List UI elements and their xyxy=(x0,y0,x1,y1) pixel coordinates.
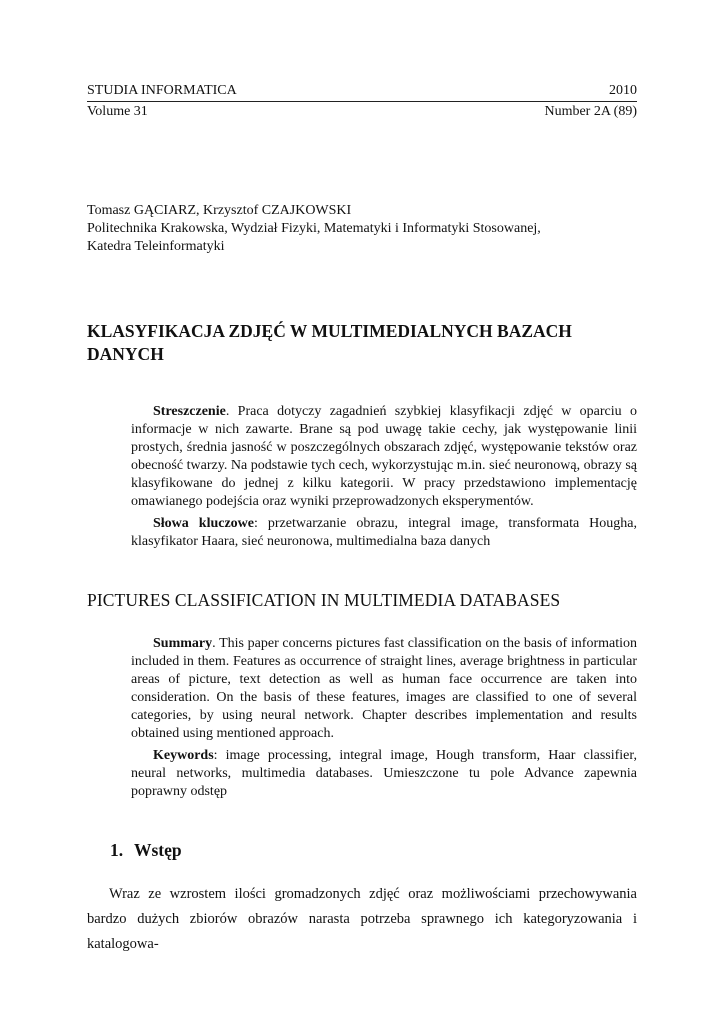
affiliation-line-1: Politechnika Krakowska, Wydział Fizyki, Matematyki i Informatyki Stosowanej, xyxy=(87,221,541,236)
journal-name: STUDIA INFORMATICA xyxy=(87,83,237,98)
abstract-en xyxy=(131,635,637,801)
paper-title-pl: KLASYFIKACJA ZDJĘĆ W MULTIMEDIALNYCH BAZACH DANYCH xyxy=(87,321,572,364)
journal-number: Number 2A (89) xyxy=(544,104,637,119)
abstract-pl xyxy=(131,403,637,551)
abstract-pl-text: . Praca dotyczy zagadnień szybkiej klasyfikacji zdjęć w oparciu o informacje w nich zawarte. Brane są pod uwagę takie cechy, jak występowanie linii prostych, średnia jasność w poszczególnych obszarach zdjęć, występowanie tekstów oraz obecność twarzy. Na podstawie tych cech, wykorzystując m.in. sieć neuronową, obrazy są klasyfikowane do jednej z kilku kategorii. W pracy przedstawiono implementację omawianego podejścia oraz wyniki przeprowadzonych eksperymentów. xyxy=(131,404,637,509)
keywords-en-label: Keywords xyxy=(153,748,214,763)
author-names: Tomasz GĄCIARZ, Krzysztof CZAJKOWSKI xyxy=(87,203,352,218)
section-number: 1. xyxy=(110,840,124,860)
affiliation-line-2: Katedra Teleinformatyki xyxy=(87,239,225,254)
abstract-en-text: . This paper concerns pictures fast classification on the basis of information included in them. Features as occurrence of straight lines, average brightness in particular areas of picture, text detection as well as human face occurrence are taken into consideration. On the basis of these features, images are classified to one of several categories, by using neural network. Chapter describes implementation and results obtained using mentioned approach. xyxy=(131,636,637,741)
paper-title-en: PICTURES CLASSIFICATION IN MULTIMEDIA DATABASES xyxy=(87,590,561,610)
running-header xyxy=(87,83,637,99)
abstract-pl-paragraph xyxy=(131,403,637,511)
journal-year: 2010 xyxy=(609,83,637,98)
body-paragraph: Wraz ze wzrostem ilości gromadzonych zdjęć oraz możliwościami przechowywania bardzo dużych zbiorów obrazów narasta potrzeba sprawnego ich kategoryzowania i katalogowa- xyxy=(87,886,637,952)
journal-volume: Volume 31 xyxy=(87,104,148,119)
keywords-en-paragraph xyxy=(131,747,637,801)
body-text xyxy=(87,882,637,957)
keywords-pl-text: : przetwarzanie obrazu, integral image, transformata Hougha, klasyfikator Haara, sieć neuronowa, multimedialna baza danych xyxy=(131,516,637,549)
header-rule xyxy=(87,101,637,102)
author-block xyxy=(87,202,647,256)
section-heading xyxy=(110,840,182,861)
section-title: Wstęp xyxy=(134,840,182,860)
abstract-en-label: Summary xyxy=(153,636,213,651)
keywords-en-text: : image processing, integral image, Hough transform, Haar classifier, neural networks, multimedia databases. Umieszczone tu pole Advance zapewnia poprawny odstęp xyxy=(131,748,637,799)
keywords-pl-paragraph xyxy=(131,515,637,551)
keywords-pl-label: Słowa kluczowe xyxy=(153,516,254,531)
abstract-pl-label: Streszczenie xyxy=(153,404,226,419)
abstract-en-paragraph xyxy=(131,635,637,743)
running-subheader xyxy=(87,104,637,120)
